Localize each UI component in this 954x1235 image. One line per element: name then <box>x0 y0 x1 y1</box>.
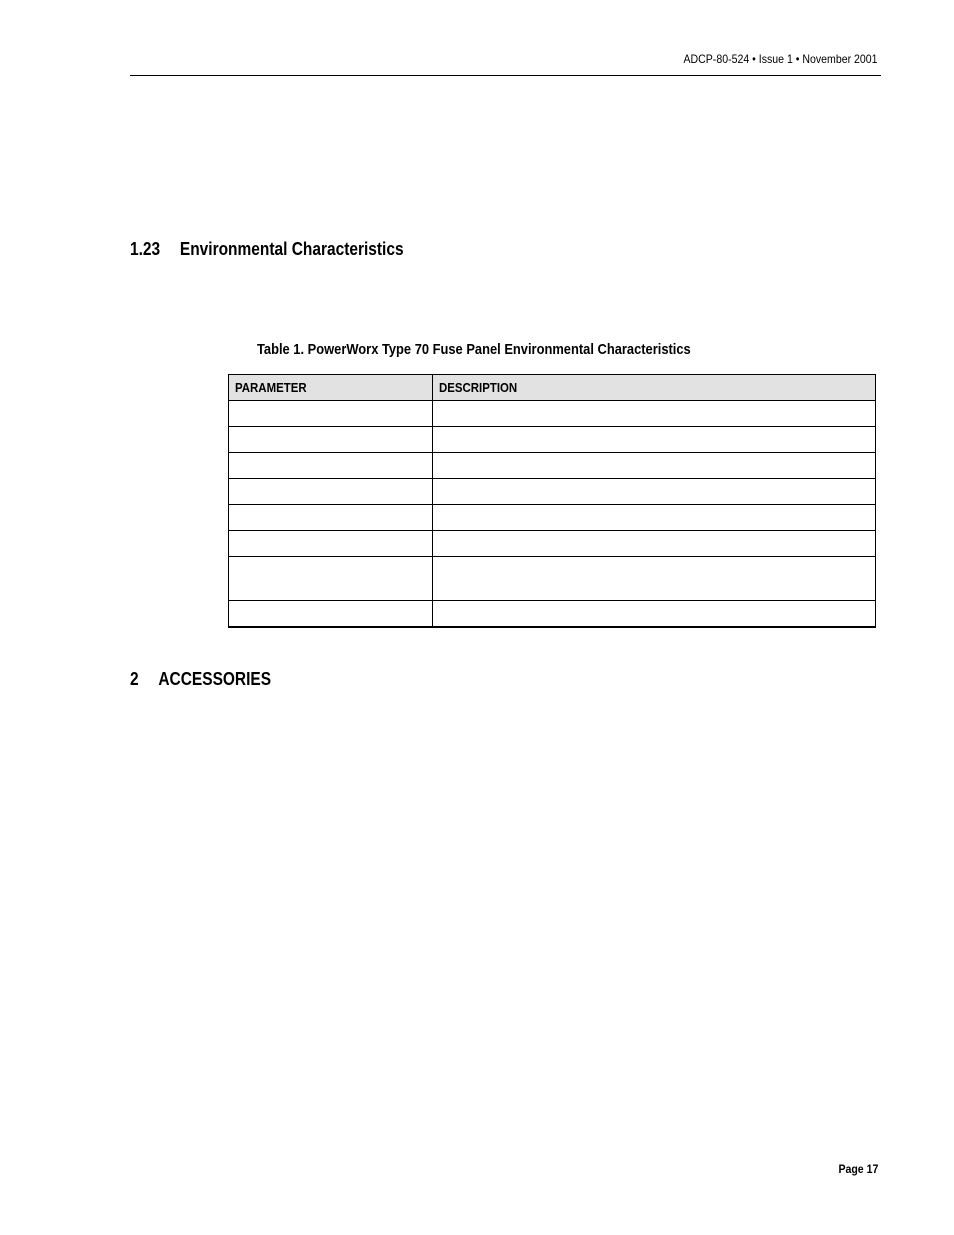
description-cell <box>433 427 876 453</box>
section-title: ACCESSORIES <box>158 669 272 689</box>
description-cell <box>433 401 876 427</box>
section-heading-2 <box>130 669 271 690</box>
table-header-row <box>229 375 876 401</box>
parameter-cell <box>229 401 433 427</box>
table-row <box>229 427 876 453</box>
column-header-parameter: PARAMETER <box>229 375 433 401</box>
environmental-characteristics-table <box>228 374 876 628</box>
page-number: Page 17 <box>838 1162 878 1176</box>
parameter-cell <box>229 557 433 601</box>
document-reference: ADCP-80-524 • Issue 1 • November 2001 <box>683 52 878 66</box>
table-row <box>229 531 876 557</box>
table-row <box>229 479 876 505</box>
table-row <box>229 557 876 601</box>
description-cell <box>433 479 876 505</box>
description-cell <box>433 531 876 557</box>
parameter-cell <box>229 531 433 557</box>
description-cell <box>433 453 876 479</box>
section-number: 2 <box>130 669 139 689</box>
table-row <box>229 601 876 628</box>
parameter-cell <box>229 427 433 453</box>
header-rule <box>130 75 881 76</box>
section-title: Environmental Characteristics <box>179 239 404 259</box>
description-cell <box>433 557 876 601</box>
parameter-cell <box>229 479 433 505</box>
table-caption: Table 1. PowerWorx Type 70 Fuse Panel Environmental Characteristics <box>256 341 691 358</box>
parameter-cell <box>229 453 433 479</box>
parameter-cell <box>229 505 433 531</box>
parameter-cell <box>229 601 433 628</box>
table-row <box>229 453 876 479</box>
table-row <box>229 401 876 427</box>
description-cell <box>433 601 876 628</box>
section-heading-1-23 <box>130 239 404 260</box>
column-header-description: DESCRIPTION <box>433 375 876 401</box>
description-cell <box>433 505 876 531</box>
section-number: 1.23 <box>130 239 161 259</box>
table-row <box>229 505 876 531</box>
